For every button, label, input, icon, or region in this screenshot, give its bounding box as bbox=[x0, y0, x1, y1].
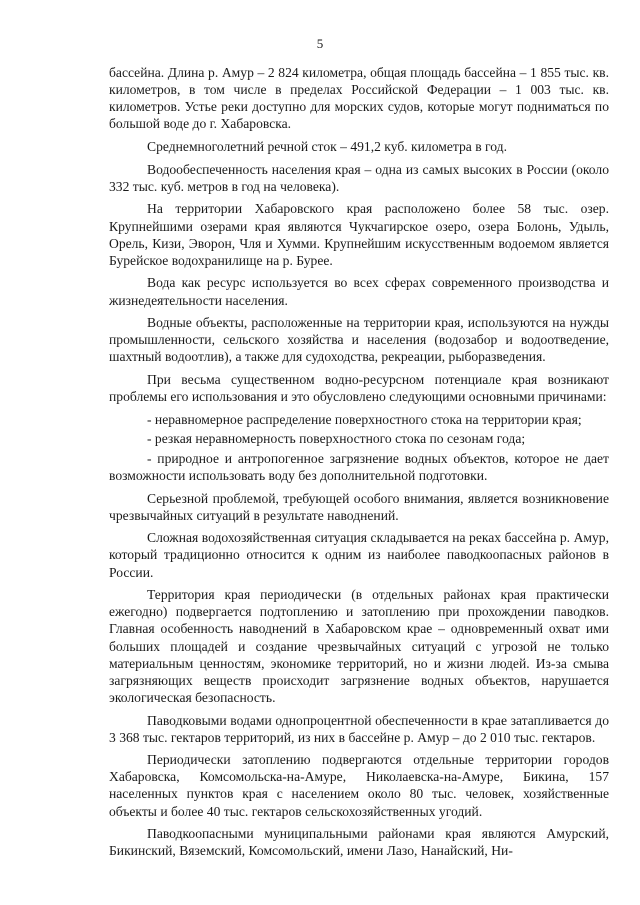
paragraph-11: Паводковыми водами однопроцентной обеспеченности в крае затапливается до 3 368 тыс. гектаров территорий, из них в бассейне р. Амур – до 2 010 тыс. гектаров. bbox=[109, 712, 609, 745]
paragraph-10: Территория края периодически (в отдельных районах края практически ежегодно) подвергается подтоплению и затоплению при прохождении паводков. Главная особенность наводнений в Хабаровском крае – одновременный охват ими больших площадей и создание чрезвычайных ситуаций с угрозой не только материальным ценностям, экономике территорий, но и жизни людей. Из-за смыва загрязняющих веществ происходит загрязнение водных объектов, нарушается экологическая безопасность. bbox=[109, 587, 609, 705]
document-body bbox=[109, 64, 609, 865]
paragraph-8: Серьезной проблемой, требующей особого внимания, является возникновение чрезвычайных ситуаций в результате наводнений. bbox=[109, 490, 609, 523]
paragraph-2: Среднемноголетний речной сток – 491,2 куб. километра в год. bbox=[147, 138, 507, 154]
paragraph-4: На территории Хабаровского края расположено более 58 тыс. озер. Крупнейшими озерами края являются Чукчагирское озеро, озера Болонь, Удыль, Орель, Кизи, Эворон, Чля и Хумми. Крупнейшим искусственным водоемом является Бурейское водохранилище на р. Бурее. bbox=[109, 201, 609, 268]
paragraph-5: Вода как ресурс используется во всех сферах современного производства и жизнедеятельности населения. bbox=[109, 275, 609, 308]
paragraph-1: бассейна. Длина р. Амур – 2 824 километра, общая площадь бассейна – 1 855 тыс. кв. километров, в том числе в пределах Российской Федерации – 1 003 тыс. кв. километров. Устье реки доступно для морских судов, которые могут подниматься по большой воде до г. Хабаровска. bbox=[109, 65, 609, 132]
paragraph-3: Водообеспеченность населения края – одна из самых высоких в России (около 332 тыс. куб. метров в год на человека). bbox=[109, 161, 609, 194]
list-item-2: - резкая неравномерность поверхностного стока по сезонам года; bbox=[147, 431, 526, 447]
list-item-3: - природное и антропогенное загрязнение водных объектов, которое не дает возможности использовать воду без дополнительной подготовки. bbox=[109, 450, 609, 483]
list-item-1: - неравномерное распределение поверхностного стока на территории края; bbox=[147, 411, 582, 427]
paragraph-13: Паводкоопасными муниципальными районами края являются Амурский, Бикинский, Вяземский, Комсомольский, имени Лазо, Нанайский, Ни- bbox=[109, 826, 609, 859]
paragraph-6: Водные объекты, расположенные на территории края, используются на нужды промышленности, сельского хозяйства и населения (водозабор и водоотведение, шахтный водоотлив), а также для судоходства, рекреации, рыборазведения. bbox=[109, 315, 609, 365]
page-number: 5 bbox=[316, 36, 324, 51]
paragraph-7: При весьма существенном водно-ресурсном потенциале края возникают проблемы его использования и это обусловлено следующими основными причинами: bbox=[109, 372, 609, 405]
paragraph-9: Сложная водохозяйственная ситуация складывается на реках бассейна р. Амур, который традиционно относится к одним из наиболее паводкоопасных районов в России. bbox=[109, 530, 609, 580]
paragraph-12: Периодически затоплению подвергаются отдельные территории городов Хабаровска, Комсомольска-на-Амуре, Николаевска-на-Амуре, Бикина, 157 населенных пунктов края с населением около 80 тыс. человек, хозяйственные объекты и более 40 тыс. гектаров сельскохозяйственных угодий. bbox=[109, 752, 609, 819]
